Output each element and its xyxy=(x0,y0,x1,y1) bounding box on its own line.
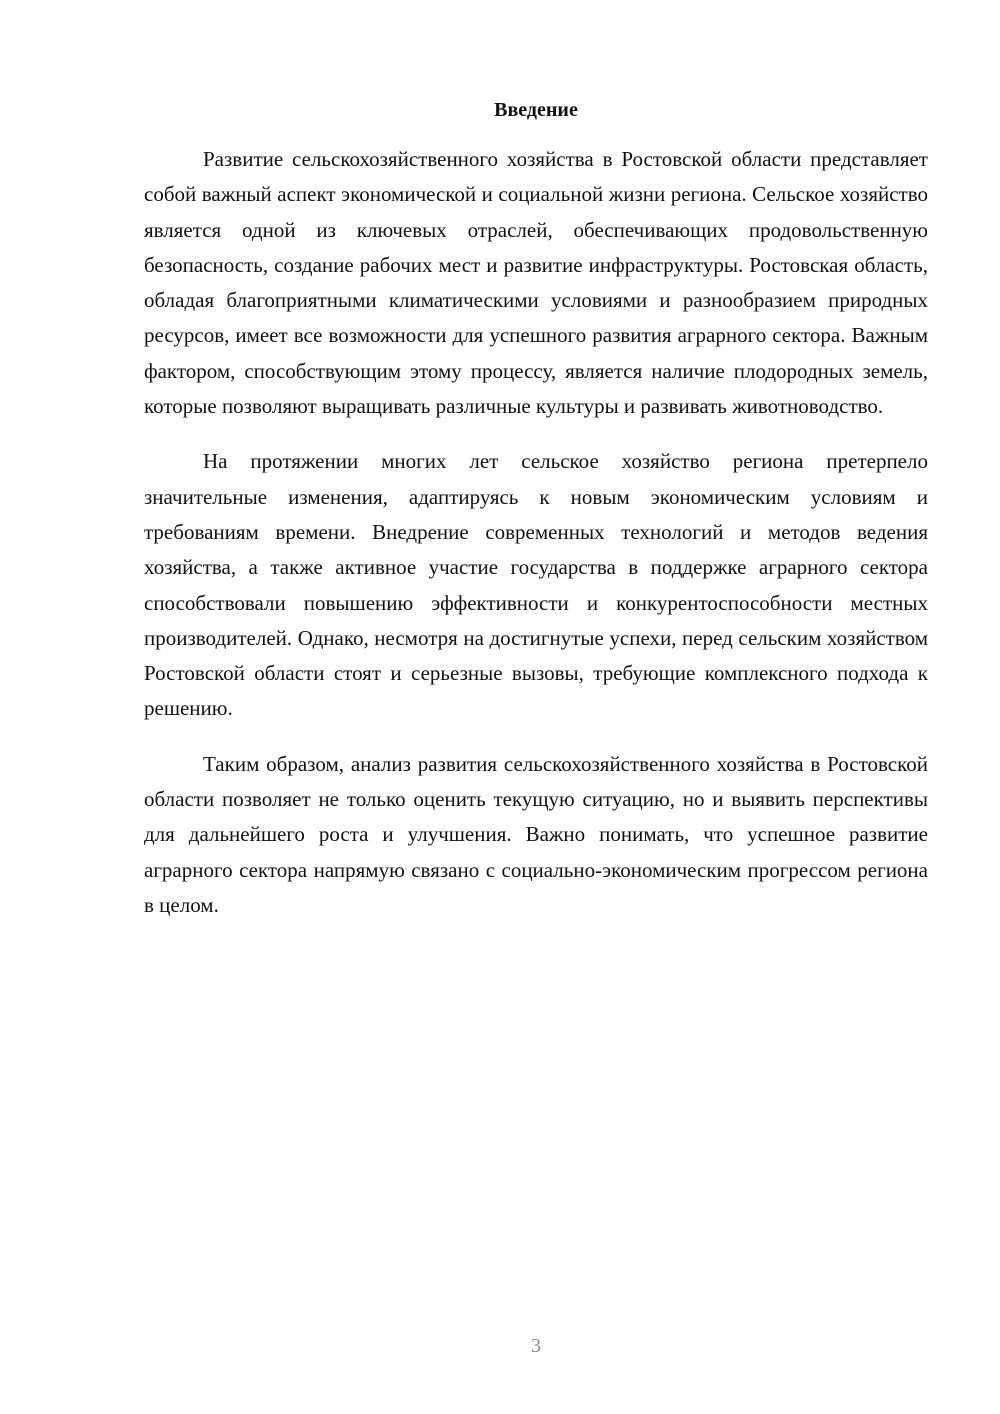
page-number: 3 xyxy=(531,1335,541,1357)
paragraph-2: На протяжении многих лет сельское хозяйство региона претерпело значительные изменения, адаптируясь к новым экономическим условиям и требованиям времени. Внедрение современных технологий и методов ведения хозяйства, а также активное участие государства в поддержке аграрного сектора способствовали повышению эффективности и конкурентоспособности местных производителей. Однако, несмотря на достигнутые успехи, перед сельским хозяйством Ростовской области стоят и серьезные вызовы, требующие комплексного подхода к решению. xyxy=(144,449,928,721)
body-text xyxy=(144,142,928,943)
section-heading: Введение xyxy=(494,99,578,121)
paragraph-3: Таким образом, анализ развития сельскохозяйственного хозяйства в Ростовской области позволяет не только оценить текущую ситуацию, но и выявить перспективы для дальнейшего роста и улучшения. Важно понимать, что успешное развитие аграрного сектора напрямую связано с социально-экономическим прогрессом региона в целом. xyxy=(144,751,928,917)
paragraph-1: Развитие сельскохозяйственного хозяйства в Ростовской области представляет собой важный аспект экономической и социальной жизни региона. Сельское хозяйство является одной из ключевых отраслей, обеспечивающих продовольственную безопасность, создание рабочих мест и развитие инфраструктуры. Ростовская область, обладая благоприятными климатическими условиями и разнообразием природных ресурсов, имеет все возможности для успешного развития аграрного сектора. Важным фактором, способствующим этому процессу, является наличие плодородных земель, которые позволяют выращивать различные культуры и развивать животноводство. xyxy=(144,147,928,419)
